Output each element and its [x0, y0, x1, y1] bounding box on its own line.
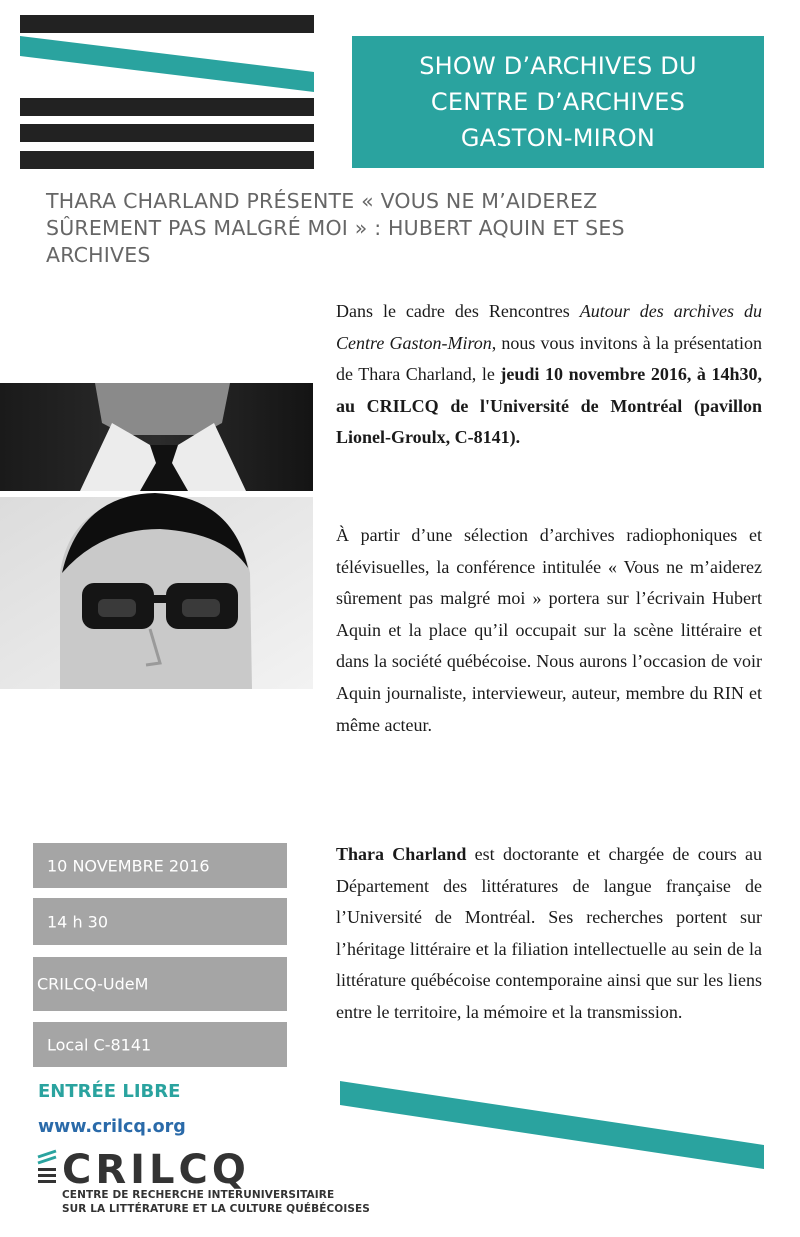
title-line-3: GASTON-MIRON — [460, 124, 656, 152]
decorative-stripe-4 — [20, 151, 314, 169]
speaker-bio-text: est doctorante et chargée de cours au Département des littératures de langue française de l’Université de Montréal. Ses recherches portent sur l’héritage littéraire et la filiation intellectuelle au sein de la littérature québécoise contemporaine ainsi que sur les liens entre le territoire, la mémoire et la transmission. — [336, 844, 763, 1022]
subtitle-line-2: SÛREMENT PAS MALGRÉ MOI » : HUBERT AQUIN ET SES — [46, 216, 625, 240]
crilcq-full-name-line-1: CENTRE DE RECHERCHE INTERUNIVERSITAIRE — [62, 1189, 335, 1201]
series-name: Autour des archives du Centre Gaston-Miron — [336, 301, 762, 353]
title-box — [352, 36, 764, 168]
decorative-stripe-1 — [20, 15, 314, 33]
room-bar — [33, 1022, 287, 1067]
time-bar — [33, 898, 287, 945]
subtitle-line-1: THARA CHARLAND PRÉSENTE « VOUS NE M’AIDEREZ — [46, 189, 598, 213]
event-room: Local C-8141 — [47, 1035, 152, 1054]
portrait-photo — [0, 383, 313, 689]
event-time: 14 h 30 — [47, 912, 109, 931]
event-subtitle — [46, 188, 686, 269]
paragraph-description: À partir d’une sélection d’archives radiophoniques et télévisuelles, la conférence intitulée « Vous ne m’aiderez sûrement pas malgré moi » portera sur l’écrivain Hubert Aquin et la place qu’il occupait sur la scène littéraire et dans la société québécoise. Nous aurons l’occasion de voir Aquin journaliste, intervieweur, auteur, membre du RIN et même acteur. — [336, 525, 762, 735]
free-entry-label: ENTRÉE LIBRE — [38, 1081, 181, 1102]
crilcq-logo-icon — [36, 1149, 60, 1183]
website-link[interactable]: www.crilcq.org — [38, 1117, 186, 1137]
intro-text-1: Dans le cadre des Rencontres — [336, 301, 580, 321]
subtitle-line-3: ARCHIVES — [46, 243, 151, 267]
event-details: jeudi 10 novembre 2016, à 14h30, au CRILCQ de l'Université de Montréal (pavillon Lionel-Groulx, C-8141). — [336, 364, 762, 448]
crilcq-logo-text: CRILCQ — [62, 1147, 250, 1193]
paragraph-speaker-bio — [336, 839, 762, 1029]
paragraph-intro — [336, 296, 762, 454]
crilcq-full-name-line-2: SUR LA LITTÉRATURE ET LA CULTURE QUÉBÉCOISES — [62, 1203, 370, 1215]
event-place: CRILCQ-UdeM — [37, 974, 149, 994]
speaker-name: Thara Charland — [336, 844, 467, 864]
intro-text-2: , nous vous invitons à la présentation de Thara Charland, le — [336, 332, 762, 385]
decorative-teal-slash — [20, 36, 314, 92]
decorative-stripe-2 — [20, 98, 314, 116]
place-bar — [33, 957, 287, 1011]
event-date: 10 NOVEMBRE 2016 — [47, 856, 210, 875]
date-bar — [33, 843, 287, 888]
decorative-teal-slash-bottom — [340, 1081, 764, 1169]
title-line-1: SHOW D’ARCHIVES DU — [419, 52, 697, 80]
decorative-stripe-3 — [20, 124, 314, 142]
title-line-2: CENTRE D’ARCHIVES — [430, 88, 686, 116]
event-title — [419, 48, 697, 156]
